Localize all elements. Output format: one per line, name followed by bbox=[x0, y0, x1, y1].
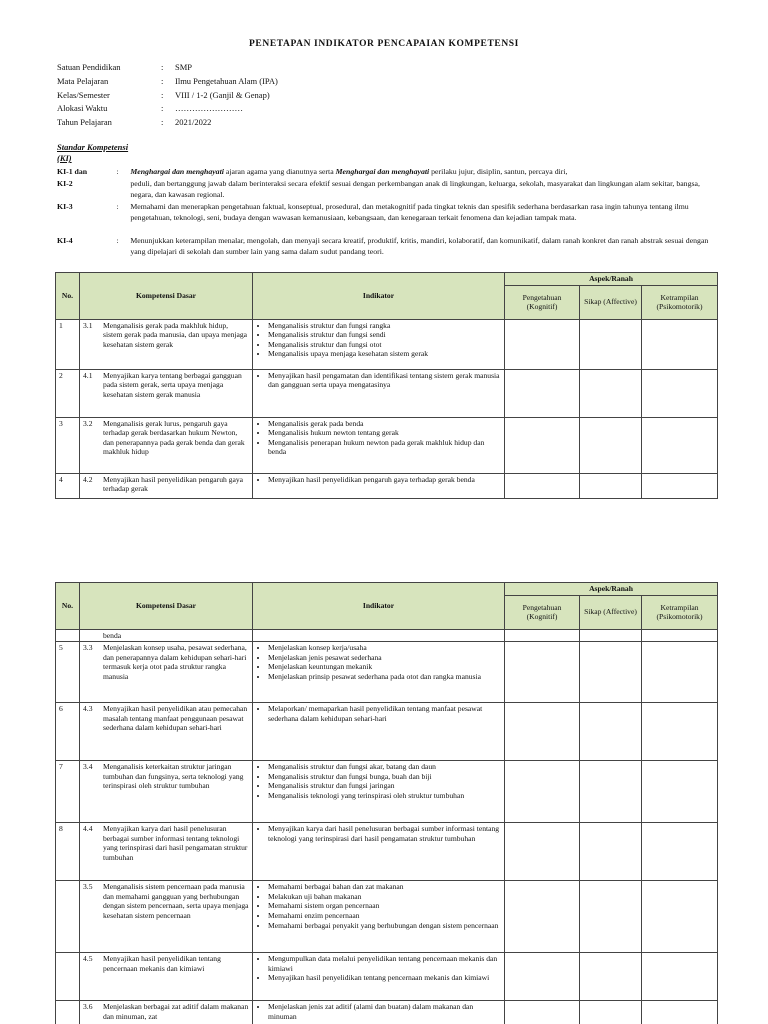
kompetensi-dasar-cell bbox=[80, 953, 253, 1001]
ki-text: peduli, dan bertanggung jawab dalam berinteraksi secara efektif sesuai dengan perkembangan anak di lingkungan, keluarga, sekolah, masyarakat dan lingkungan alam sekitar, bangsa, negara, dan kawasan regional. bbox=[130, 179, 700, 199]
kd-text: Menjelaskan berbagai zat aditif dalam makanan dan minuman, zat bbox=[103, 1002, 249, 1021]
kompetensi-dasar-cell bbox=[80, 629, 253, 642]
sikap-cell bbox=[580, 629, 642, 642]
kd-number: 3.1 bbox=[83, 320, 93, 330]
keterampilan-cell bbox=[642, 319, 718, 369]
ki-label: KI-1 dan bbox=[57, 167, 88, 176]
indikator-item: • Menganalisis struktur dan fungsi bunga, buah dan biji bbox=[268, 772, 501, 782]
indikator-item: • Menyajikan hasil pengamatan dan identifikasi tentang sistem gerak manusia dan gangguan serta upaya mengatasinya bbox=[268, 371, 501, 390]
row-number: 4 bbox=[56, 473, 80, 498]
keterampilan-cell bbox=[642, 703, 718, 761]
indikator-item: • Melakukan uji bahan makanan bbox=[268, 892, 501, 902]
keterampilan-cell bbox=[642, 642, 718, 703]
pengetahuan-cell bbox=[505, 417, 580, 473]
kd-number: 4.2 bbox=[83, 474, 93, 484]
kd-text: Menyajikan hasil penyelidikan tentang pencernaan mekanis dan kimiawi bbox=[103, 954, 221, 973]
pengetahuan-cell bbox=[505, 823, 580, 881]
keterampilan-cell bbox=[642, 473, 718, 498]
col-header-no: No. bbox=[56, 583, 80, 630]
kd-number: 3.6 bbox=[83, 1002, 93, 1012]
indikator-item: • Menganalisis struktur dan fungsi rangka bbox=[268, 321, 501, 331]
kd-number: 3.5 bbox=[83, 882, 93, 892]
col-header-indikator: Indikator bbox=[253, 583, 505, 630]
indikator-item: • Memahami sistem organ pencernaan bbox=[268, 901, 501, 911]
keterampilan-cell bbox=[642, 369, 718, 417]
table-row bbox=[56, 473, 718, 498]
meta-value: VIII / 1-2 (Ganjil & Genap) bbox=[175, 89, 270, 100]
col-header-sikap: Sikap (Affective) bbox=[580, 285, 642, 319]
indikator-table-2 bbox=[55, 582, 718, 1024]
table-row bbox=[56, 629, 718, 642]
col-header-kd: Kompetensi Dasar bbox=[80, 273, 253, 320]
meta-key: Alokasi Waktu bbox=[57, 103, 108, 114]
meta-key: Tahun Pelajaran bbox=[57, 117, 112, 128]
indikator-item: • Memahami berbagai bahan dan zat makanan bbox=[268, 882, 501, 892]
table-row bbox=[56, 703, 718, 761]
ki-label: KI-3 bbox=[57, 202, 73, 211]
table-row bbox=[56, 319, 718, 369]
row-number: 6 bbox=[56, 703, 80, 761]
indikator-cell bbox=[253, 881, 505, 953]
row-number: 8 bbox=[56, 823, 80, 881]
indikator-item: • Memahami enzim pencernaan bbox=[268, 911, 501, 921]
kd-number: 4.4 bbox=[83, 824, 93, 834]
ki-row: KI-3 : Memahami dan menerapkan pengetahuan faktual, konseptual, prosedural, dan metakognitif pada tingkat teknis dan spesifik sederhana berdasarkan rasa ingin tahunya tentang ilmu pengetahuan, teknologi, seni, budaya dengan wawasan kemanusiaan, kebangsaan, dan kenegaraan terkait fenomena dan kejadian tampak mata. bbox=[57, 202, 717, 224]
kompetensi-dasar-cell bbox=[80, 881, 253, 953]
col-header-pengetahuan: Pengetahuan (Kognitif) bbox=[505, 595, 580, 629]
kompetensi-dasar-cell bbox=[80, 417, 253, 473]
indikator-cell bbox=[253, 417, 505, 473]
col-header-keterampilan: Ketrampilan (Psikomotorik) bbox=[642, 595, 718, 629]
keterampilan-cell bbox=[642, 1001, 718, 1024]
keterampilan-cell bbox=[642, 823, 718, 881]
pengetahuan-cell bbox=[505, 1001, 580, 1024]
indikator-item: • Memahami berbagai penyakit yang berhubungan dengan sistem pencernaan bbox=[268, 921, 501, 931]
kompetensi-dasar-cell bbox=[80, 703, 253, 761]
kd-number: 3.3 bbox=[83, 643, 93, 653]
pengetahuan-cell bbox=[505, 703, 580, 761]
col-header-pengetahuan: Pengetahuan (Kognitif) bbox=[505, 285, 580, 319]
table-row bbox=[56, 881, 718, 953]
meta-row: Alokasi Waktu : …………………… bbox=[57, 103, 278, 117]
ki-label: KI-4 bbox=[57, 236, 73, 245]
pengetahuan-cell bbox=[505, 642, 580, 703]
kd-number bbox=[83, 631, 103, 641]
col-header-no: No. bbox=[56, 273, 80, 320]
meta-row: Satuan Pendidikan : SMP bbox=[57, 62, 278, 76]
ki-text: Menghargai dan menghayati ajaran agama yang dianutnya serta Menghargai dan menghayati perilaku jujur, disiplin, santun, percaya diri, bbox=[130, 167, 568, 176]
row-number bbox=[56, 1001, 80, 1024]
kd-number: 3.4 bbox=[83, 762, 93, 772]
indikator-item: • Menjelaskan prinsip pesawat sederhana pada otot dan rangka manusia bbox=[268, 672, 501, 682]
kd-text: Menganalisis gerak pada makhluk hidup, sistem gerak pada manusia, dan upaya menjaga kesehatan sistem gerak bbox=[103, 320, 248, 349]
sikap-cell bbox=[580, 953, 642, 1001]
kd-text: Menyajikan hasil penyelidikan atau pemecahan masalah tentang manfaat penggunaan pesawat sederhana dalam kehidupan sehari-hari bbox=[103, 704, 248, 733]
indikator-cell bbox=[253, 642, 505, 703]
indikator-item: • Menganalisis struktur dan fungsi akar, batang dan daun bbox=[268, 762, 501, 772]
identity-block bbox=[57, 62, 278, 131]
ki-text: Menunjukkan keterampilan menalar, mengolah, dan menyaji secara kreatif, produktif, kritis, mandiri, kolaboratif, dan komunikatif, dalam ranah konkret dan ranah abstrak sesuai dengan yang dipelajari di sekolah dan sumber lain yang sama dalam sudut pandang teori. bbox=[130, 236, 709, 256]
col-header-sikap: Sikap (Affective) bbox=[580, 595, 642, 629]
sikap-cell bbox=[580, 823, 642, 881]
col-header-indikator: Indikator bbox=[253, 273, 505, 320]
kd-text: Menyajikan hasil penyelidikan pengaruh gaya terhadap gerak bbox=[103, 474, 244, 494]
indikator-cell bbox=[253, 761, 505, 823]
indikator-item: • Menganalisis teknologi yang terinspirasi oleh struktur tumbuhan bbox=[268, 791, 501, 801]
sikap-cell bbox=[580, 1001, 642, 1024]
indikator-table-1 bbox=[55, 272, 718, 499]
col-header-kd: Kompetensi Dasar bbox=[80, 583, 253, 630]
ki-text: Memahami dan menerapkan pengetahuan faktual, konseptual, prosedural, dan metakognitif pada tingkat teknis dan spesifik sederhana berdasarkan rasa ingin tahunya tentang ilmu pengetahuan, teknologi, seni, budaya dengan wawasan kemanusiaan, kebangsaan, dan kenegaraan terkait fenomena dan kejadian tampak mata. bbox=[130, 202, 689, 222]
indikator-cell bbox=[253, 473, 505, 498]
meta-value: Ilmu Pengetahuan Alam (IPA) bbox=[175, 75, 278, 86]
indikator-cell bbox=[253, 1001, 505, 1024]
sikap-cell bbox=[580, 761, 642, 823]
sikap-cell bbox=[580, 319, 642, 369]
meta-value: …………………… bbox=[175, 103, 243, 114]
indikator-item: • Mengumpulkan data melalui penyelidikan tentang pencernaan mekanis dan kimiawi bbox=[268, 954, 501, 973]
indikator-cell bbox=[253, 629, 505, 642]
indikator-item: • Menganalisis struktur dan fungsi otot bbox=[268, 340, 501, 350]
pengetahuan-cell bbox=[505, 761, 580, 823]
kd-text: Menganalisis keterkaitan struktur jaringan tumbuhan dan fungsinya, serta teknologi yang terinspirasi oleh struktur tumbuhan bbox=[103, 762, 244, 791]
meta-key: Kelas/Semester bbox=[57, 89, 110, 100]
meta-row: Mata Pelajaran : Ilmu Pengetahuan Alam (IPA) bbox=[57, 76, 278, 90]
kd-text: Menjelaskan konsep usaha, pesawat sederhana, dan penerapannya dalam kehidupan sehari-hari termasuk kerja otot pada struktur rangka manusia bbox=[103, 643, 247, 681]
kd-number: 4.1 bbox=[83, 370, 93, 380]
kd-number: 3.2 bbox=[83, 418, 93, 428]
table-row bbox=[56, 761, 718, 823]
meta-value: 2021/2022 bbox=[175, 117, 212, 128]
standar-kompetensi-heading bbox=[57, 142, 128, 163]
indikator-item: • Melaporkan/ memaparkan hasil penyelidikan tentang manfaat pesawat sederhana dalam kehidupan sehari-hari bbox=[268, 704, 501, 723]
keterampilan-cell bbox=[642, 953, 718, 1001]
section-subheading: (KI) bbox=[57, 153, 72, 163]
document-title: PENETAPAN INDIKATOR PENCAPAIAN KOMPETENSI bbox=[249, 39, 519, 49]
kompetensi-dasar-cell bbox=[80, 761, 253, 823]
kompetensi-dasar-cell bbox=[80, 369, 253, 417]
section-heading: Standar Kompetensi bbox=[57, 142, 129, 152]
table-row bbox=[56, 1001, 718, 1024]
kompetensi-dasar-cell bbox=[80, 1001, 253, 1024]
kompetensi-dasar-cell bbox=[80, 823, 253, 881]
pengetahuan-cell bbox=[505, 881, 580, 953]
indikator-item: • Menganalisis upaya menjaga kesehatan sistem gerak bbox=[268, 349, 501, 359]
meta-value: SMP bbox=[175, 62, 193, 72]
col-header-aspek: Aspek/Ranah bbox=[505, 273, 718, 286]
indikator-cell bbox=[253, 369, 505, 417]
indikator-cell bbox=[253, 703, 505, 761]
indikator-item: • Menyajikan hasil penyelidikan pengaruh gaya terhadap gerak benda bbox=[268, 475, 501, 485]
indikator-item: • Menganalisis struktur dan fungsi sendi bbox=[268, 330, 501, 340]
keterampilan-cell bbox=[642, 881, 718, 953]
row-number: 5 bbox=[56, 642, 80, 703]
indikator-item: • Menganalisis struktur dan fungsi jaringan bbox=[268, 781, 501, 791]
keterampilan-cell bbox=[642, 761, 718, 823]
kd-text: Menganalisis gerak lurus, pengaruh gaya terhadap gerak berdasarkan hukum Newton, dan penerapannya pada gerak benda dan gerak makhluk hidup bbox=[103, 418, 245, 457]
meta-key: Mata Pelajaran bbox=[57, 75, 109, 86]
sikap-cell bbox=[580, 642, 642, 703]
pengetahuan-cell bbox=[505, 953, 580, 1001]
kompetensi-dasar-cell bbox=[80, 319, 253, 369]
table-row bbox=[56, 953, 718, 1001]
pengetahuan-cell bbox=[505, 369, 580, 417]
sikap-cell bbox=[580, 703, 642, 761]
row-number bbox=[56, 629, 80, 642]
row-number: 7 bbox=[56, 761, 80, 823]
indikator-item: • Menyajikan karya dari hasil penelusuran berbagai sumber informasi tentang teknologi yang terinspirasi dari hasil pengamatan struktur tumbuhan bbox=[268, 824, 501, 843]
pengetahuan-cell bbox=[505, 629, 580, 642]
kd-text: benda bbox=[103, 630, 122, 640]
indikator-item: • Menganalisis hukum newton tentang gerak bbox=[268, 428, 501, 438]
indikator-item: • Menjelaskan keuntungan mekanik bbox=[268, 662, 501, 672]
row-number bbox=[56, 953, 80, 1001]
sikap-cell bbox=[580, 417, 642, 473]
table-row bbox=[56, 823, 718, 881]
row-number: 3 bbox=[56, 417, 80, 473]
kompetensi-dasar-cell bbox=[80, 473, 253, 498]
sikap-cell bbox=[580, 473, 642, 498]
indikator-item: • Menganalisis gerak pada benda bbox=[268, 419, 501, 429]
kd-number: 4.5 bbox=[83, 954, 93, 964]
ki-row: KI-4 : Menunjukkan keterampilan menalar, mengolah, dan menyaji secara kreatif, produktif, kritis, mandiri, kolaboratif, dan komunikatif, dalam ranah konkret dan ranah abstrak sesuai dengan yang dipelajari di sekolah dan sumber lain yang sama dalam sudut pandang teori. bbox=[57, 236, 717, 258]
indikator-item: • Menjelaskan jenis pesawat sederhana bbox=[268, 653, 501, 663]
indikator-item: • Menjelaskan jenis zat aditif (alami dan buatan) dalam makanan dan minuman bbox=[268, 1002, 501, 1021]
kd-text: Menyajikan karya tentang berbagai gangguan pada sistem gerak, serta upaya menjaga kesehatan sistem gerak manusia bbox=[103, 370, 242, 399]
kd-text: Menganalisis sistem pencernaan pada manusia dan memahami gangguan yang berhubungan dengan sistem pencernaan, serta upaya menjaga kesehatan sistem pencernaan bbox=[103, 882, 249, 920]
indikator-cell bbox=[253, 953, 505, 1001]
table-row bbox=[56, 369, 718, 417]
sikap-cell bbox=[580, 369, 642, 417]
ki-row: KI-1 dan : Menghargai dan menghayati ajaran agama yang dianutnya serta Menghargai dan menghayati perilaku jujur, disiplin, santun, percaya diri, bbox=[57, 167, 717, 178]
indikator-item: • Menganalisis penerapan hukum newton pada gerak makhluk hidup dan benda bbox=[268, 438, 501, 457]
meta-row: Tahun Pelajaran : 2021/2022 bbox=[57, 117, 278, 131]
row-number: 1 bbox=[56, 319, 80, 369]
meta-row: Kelas/Semester : VIII / 1-2 (Ganjil & Genap) bbox=[57, 90, 278, 104]
table-row bbox=[56, 417, 718, 473]
pengetahuan-cell bbox=[505, 319, 580, 369]
col-header-keterampilan: Ketrampilan (Psikomotorik) bbox=[642, 285, 718, 319]
indikator-item: • Menjelaskan konsep kerja/usaha bbox=[268, 643, 501, 653]
meta-key: Satuan Pendidikan bbox=[57, 62, 121, 72]
indikator-cell bbox=[253, 319, 505, 369]
table-row bbox=[56, 642, 718, 703]
ki-label: KI-2 bbox=[57, 179, 73, 188]
ki-row bbox=[57, 179, 717, 201]
kompetensi-dasar-cell bbox=[80, 642, 253, 703]
indikator-item: • Menyajikan hasil penyelidikan tentang pencernaan mekanis dan kimiawi bbox=[268, 973, 501, 983]
keterampilan-cell bbox=[642, 629, 718, 642]
kd-number: 4.3 bbox=[83, 704, 93, 714]
pengetahuan-cell bbox=[505, 473, 580, 498]
row-number bbox=[56, 881, 80, 953]
indikator-cell bbox=[253, 823, 505, 881]
col-header-aspek: Aspek/Ranah bbox=[505, 583, 718, 596]
keterampilan-cell bbox=[642, 417, 718, 473]
sikap-cell bbox=[580, 881, 642, 953]
kd-text: Menyajikan karya dari hasil penelusuran berbagai sumber informasi tentang teknologi yang terinspirasi dari hasil pengamatan struktur tumbuhan bbox=[103, 824, 248, 862]
row-number: 2 bbox=[56, 369, 80, 417]
